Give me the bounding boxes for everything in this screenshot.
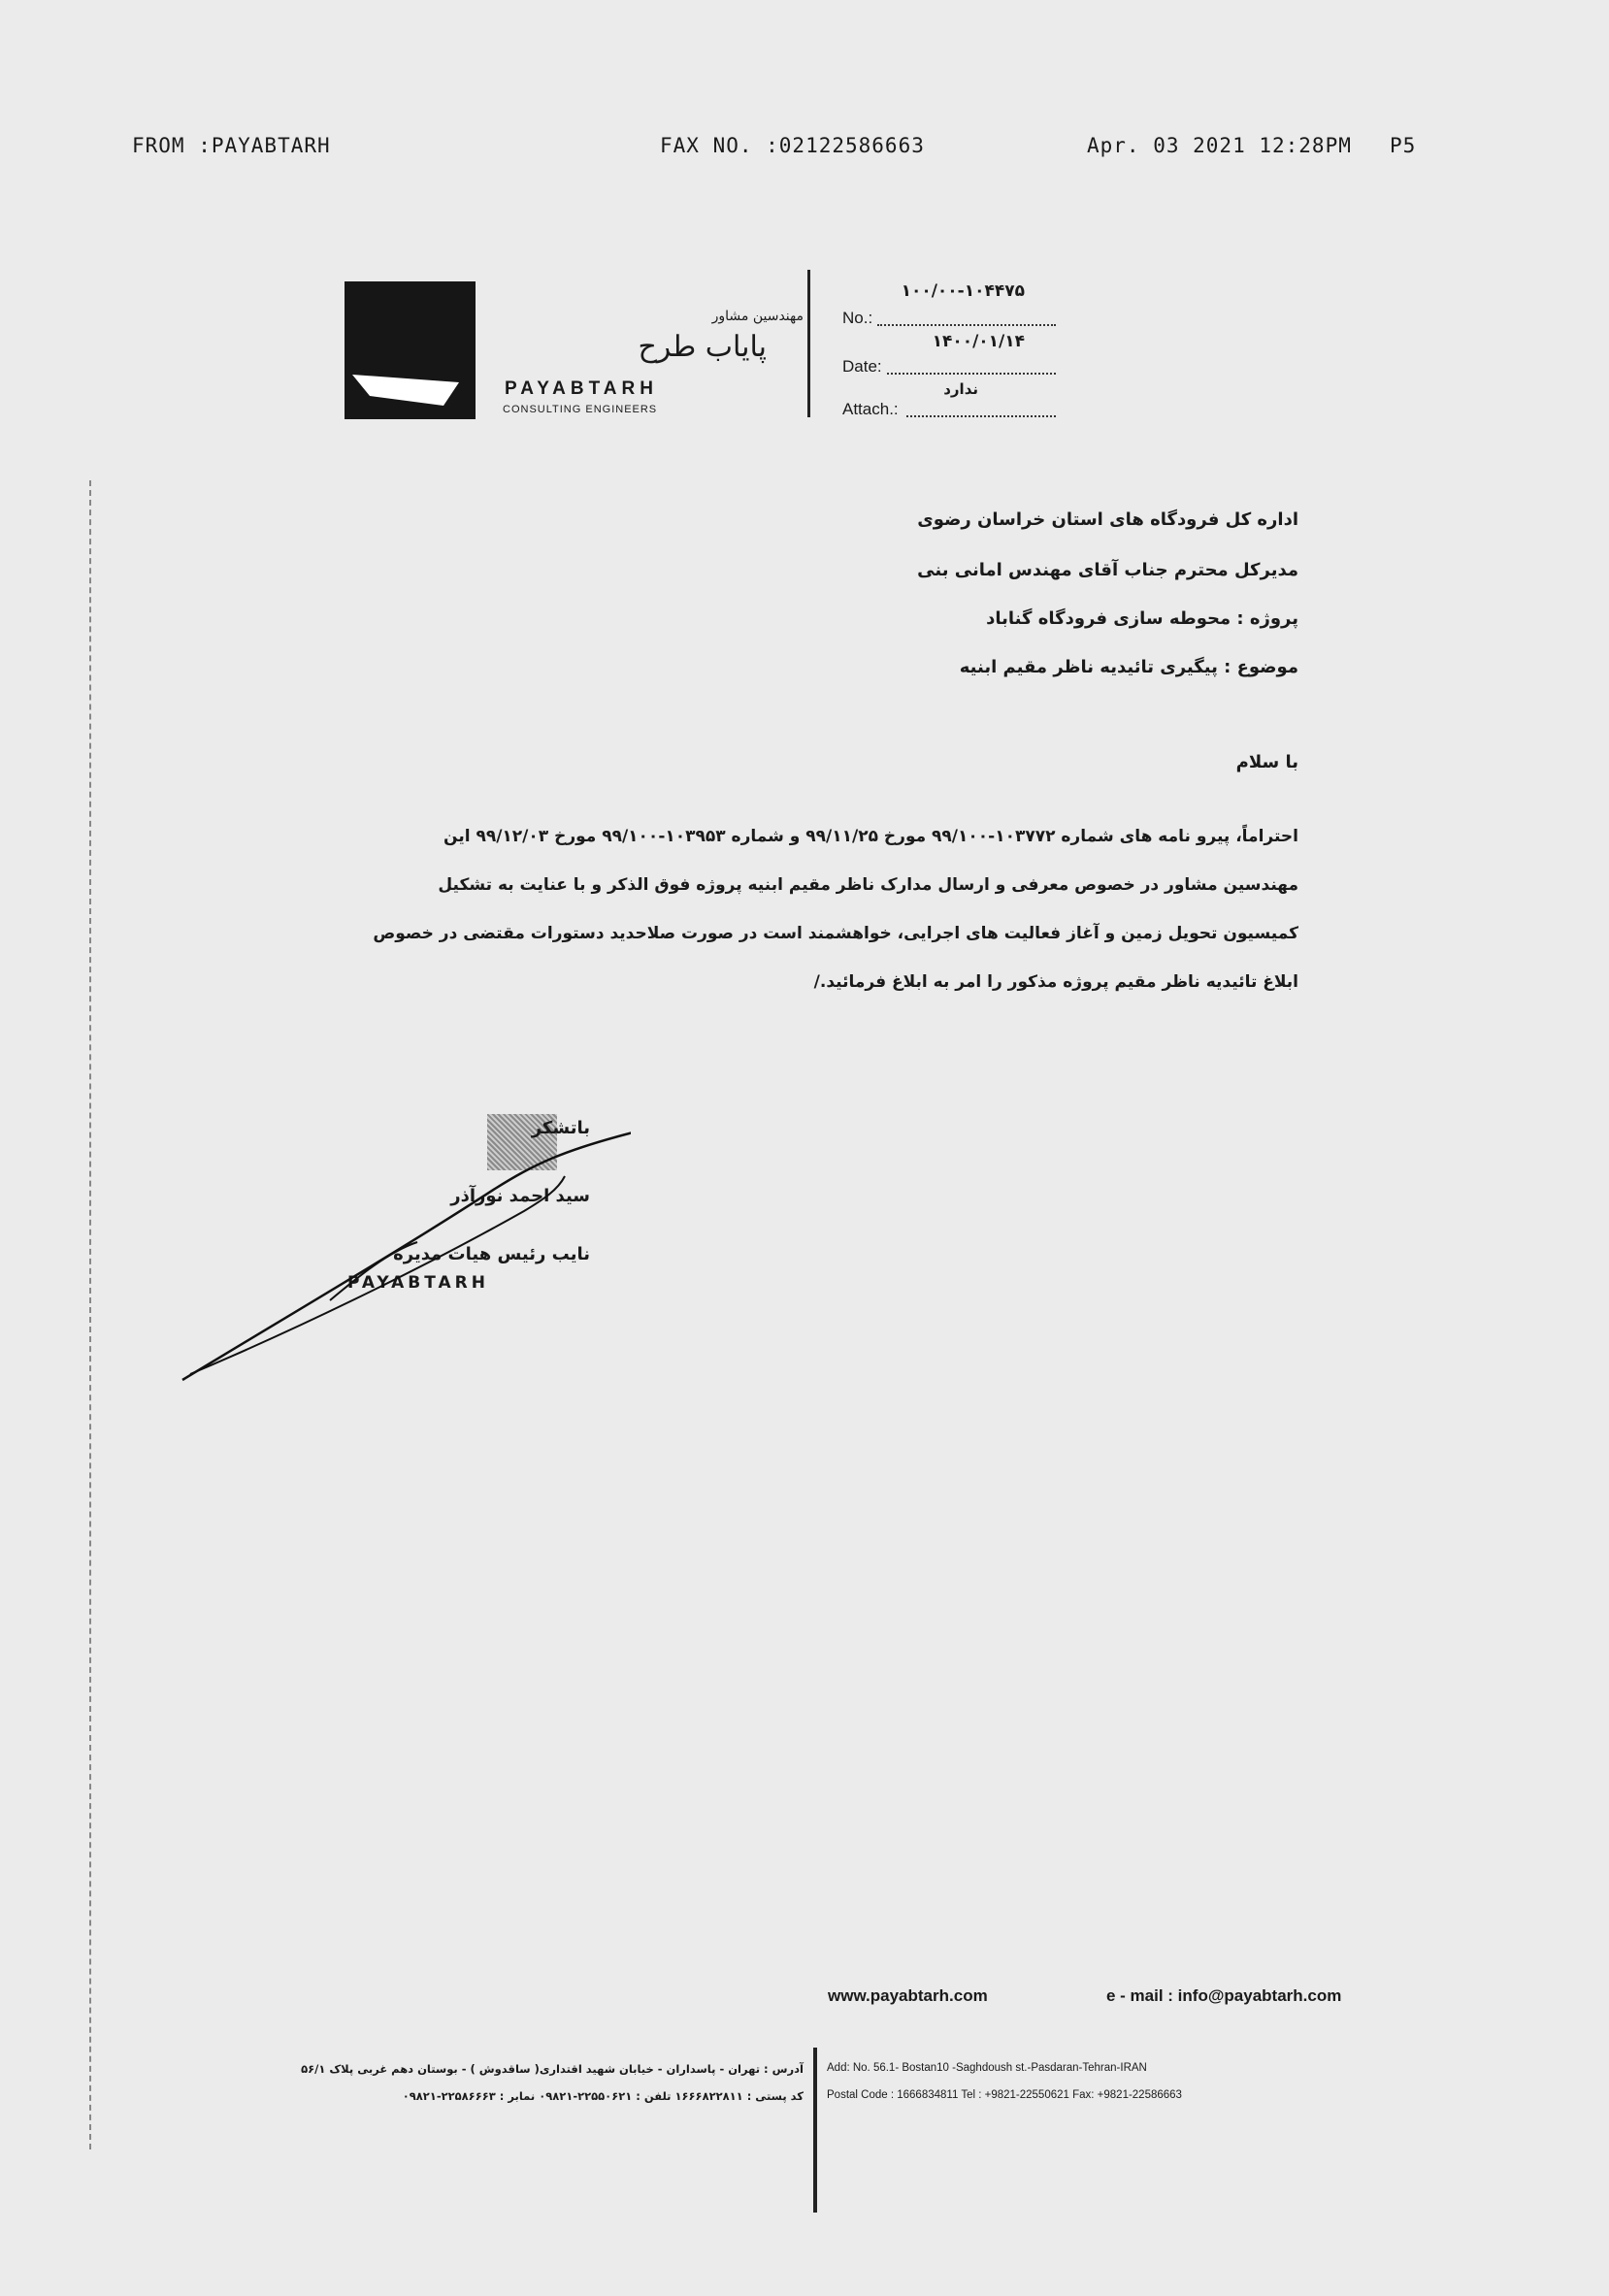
signature-title: نایب رئیس هیات مدیره xyxy=(393,1244,590,1264)
addressee-line-2: مدیرکل محترم جناب آقای مهندس امانی بنی xyxy=(917,560,1298,580)
margin-line xyxy=(89,480,93,2149)
greeting: با سلام xyxy=(1235,752,1298,772)
body-line: مهندسین مشاور در خصوص معرفی و ارسال مدارک ناظر مقیم ابنیه پروژه فوق الذکر و با عنایت به تشکیل xyxy=(438,875,1298,895)
letter-date-label: Date: xyxy=(842,357,882,376)
company-fa-name: پایاب طرح xyxy=(638,330,767,364)
body-line: احتراماً، پیرو نامه های شماره ۱۰۳۷۷۲-۹۹/۱۰۰ مورخ ۹۹/۱۱/۲۵ و شماره ۱۰۳۹۵۳-۹۹/۱۰۰ مورخ ۹۹/۱۲/۰۳ این xyxy=(443,827,1298,846)
footer-email[interactable]: e - mail : info@payabtarh.com xyxy=(1106,1986,1342,2005)
subject-line: موضوع : پیگیری تائیدیه ناظر مقیم ابنیه xyxy=(959,657,1298,677)
company-en-name: PAYABTARH xyxy=(505,378,658,399)
company-logo-icon xyxy=(345,281,476,419)
footer-phones-en: Postal Code : 1666834811 Tel : +9821-22550621 Fax: +9821-22586663 xyxy=(827,2089,1182,2101)
body-line: ابلاغ تائیدیه ناظر مقیم پروژه مذکور را امر به ابلاغ فرمائید./ xyxy=(813,972,1298,992)
fax-datetime: Apr. 03 2021 12:28PM xyxy=(1087,134,1352,157)
letter-meta xyxy=(840,281,1073,417)
letterhead-divider xyxy=(807,270,810,417)
fax-number: FAX NO. :02122586663 xyxy=(660,134,925,157)
company-en-subtitle: CONSULTING ENGINEERS xyxy=(503,404,658,415)
letter-date-value: ۱۴۰۰/۰۱/۱۴ xyxy=(932,332,1025,351)
letterhead xyxy=(340,281,805,427)
fax-from: FROM :PAYABTARH xyxy=(132,134,331,157)
letter-body xyxy=(260,827,1298,1021)
letter-number-value: ۱۰۰/۰۰-۱۰۴۴۷۵ xyxy=(901,281,1025,301)
signature-name: سید احمد نورآذر xyxy=(450,1186,590,1206)
signature-block xyxy=(175,1106,631,1388)
letter-attach-label: Attach.: xyxy=(842,400,899,418)
handwritten-signature-icon xyxy=(175,1106,631,1388)
company-fa-subtitle: مهندسین مشاور xyxy=(711,309,804,324)
fax-page: P5 xyxy=(1390,134,1417,157)
signature-closing: باتشکر xyxy=(531,1118,590,1138)
footer-divider xyxy=(813,2048,817,2213)
letter-number-label: No.: xyxy=(842,309,873,327)
footer-website[interactable]: www.payabtarh.com xyxy=(828,1986,988,2005)
project-line: پروژه : محوطه سازی فرودگاه گناباد xyxy=(986,608,1298,629)
stamp-text: PAYABTARH xyxy=(347,1273,489,1293)
footer-address-en: Add: No. 56.1- Bostan10 -Saghdoush st.-Pasdaran-Tehran-IRAN xyxy=(827,2062,1147,2074)
footer-address-fa: آدرس : تهران - پاسداران - خیابان شهید اقتداری( ساقدوش ) - بوستان دهم غربی پلاک ۵۶/۱ xyxy=(301,2062,804,2076)
body-line: کمیسیون تحویل زمین و آغاز فعالیت های اجرایی، خواهشمند است در صورت صلاحدید دستورات مقتضی در خصوص xyxy=(373,924,1298,943)
addressee-line-1: اداره کل فرودگاه های استان خراسان رضوی xyxy=(917,509,1298,530)
letter-attach-value: ندارد xyxy=(943,380,978,398)
footer-phones-fa: کد پستی : ۱۶۶۶۸۲۲۸۱۱ تلفن : ۲۲۵۵۰۶۲۱-۰۹۸۲۱ نمابر : ۲۲۵۸۶۶۶۳-۰۹۸۲۱ xyxy=(402,2089,804,2103)
